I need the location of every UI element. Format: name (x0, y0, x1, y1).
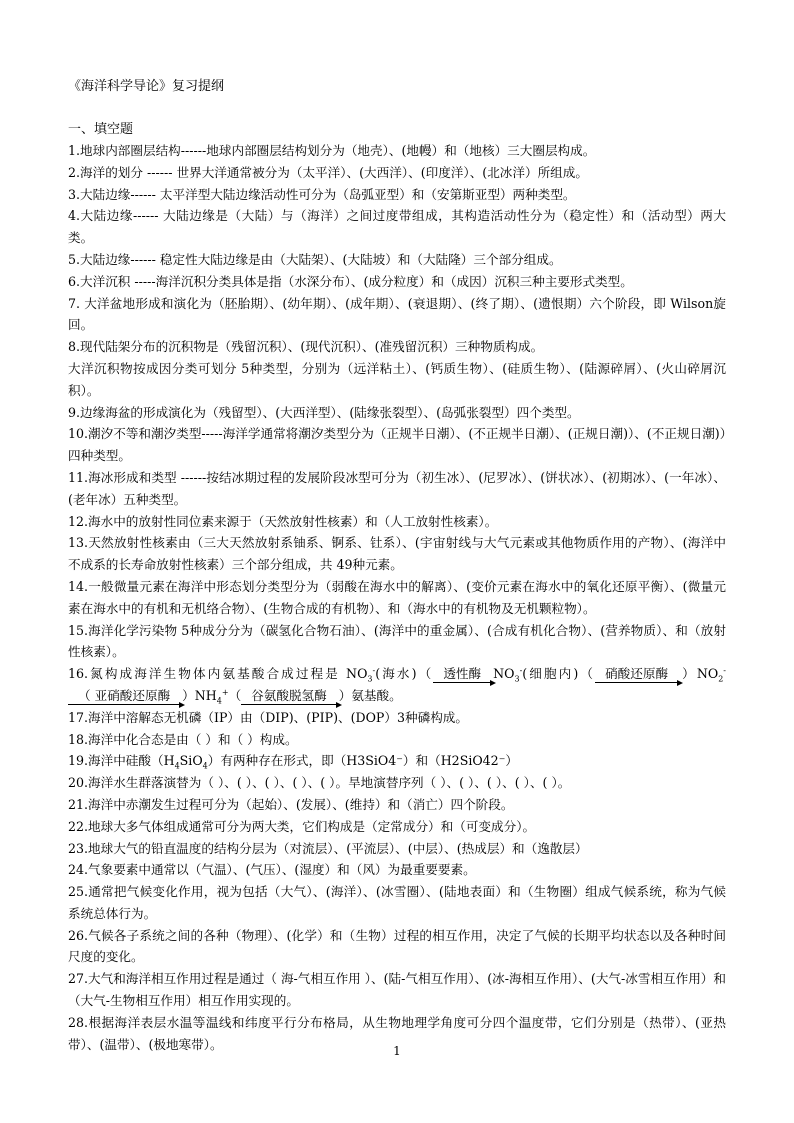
question-item-silicic-acid (68, 750, 726, 772)
question-item: 17.海洋中溶解态无机磷（IP）由（DIP)、(PIP)、(DOP）3种磷构成。 (68, 709, 468, 725)
text-segment: NO (493, 666, 515, 682)
enzyme-arrow-nitrate-reductase (595, 666, 678, 683)
text-segment: ）NH (182, 687, 217, 703)
question-item: 5.大陆边缘------ 稳定性大陆边缘是由（大陆架）、(大陆坡）和（大陆隆）三个部分组成。 (68, 251, 562, 267)
superscript: - (372, 665, 376, 675)
text-segment: ）有两种存在形式，即（H3SiO4⁻）和（H2SiO42⁻） (207, 753, 518, 769)
question-item: 3.大陆边缘------ 太平洋型大陆边缘活动性可分为（岛弧亚型）和（安第斯亚型）两种类型。 (68, 186, 576, 202)
question-item: 大洋沉积物按成因分类可划分 5种类型，分别为（远洋粘土）、(钙质生物）、(硅质生物）、(陆源碎屑）、(火山碎屑沉积）。 (68, 360, 726, 398)
question-item: 15.海洋化学污染物 5种成分分为（碳氢化合物石油）、(海洋中的重金属）、(合成有机化合物）、(营养物质）、和（放射性核素）。 (68, 622, 726, 660)
enzyme-arrow-glutamate-dehydrogenase (241, 688, 337, 705)
enzyme-arrow-permease (433, 666, 491, 683)
question-item: 27.大气和海洋相互作用过程是通过（ 海-气相互作用 ）、(陆-气相互作用）、(冰-海相互作用）、(大气-冰雪相互作用）和（大气-生物相互作用）相互作用实现的。 (68, 971, 726, 1009)
text-segment: 19.海洋中硅酸（H (68, 753, 175, 769)
section-title: 一、填空题 (68, 122, 134, 137)
question-item: 25.通常把气候变化作用，视为包括（大气）、(海洋）、(冰雪圈）、(陆地表面）和（生物圈）组成气候系统，称为气候系统总体行为。 (68, 884, 726, 921)
enzyme-label: 透性酶 (443, 666, 482, 682)
question-item: 7. 大洋盆地形成和演化为（胚胎期）、(幼年期）、(成年期）、(衰退期）、(终了期）、(遗恨期）六个阶段，即 Wilson旋回。 (68, 295, 726, 333)
question-item: 14.一般微量元素在海洋中形态划分类型分为（弱酸在海水中的解离）、(变价元素在海水中的氧化还原平衡）、(微量元素在海水中的有机和无机络合物）、(生物合成的有机物）、和（海水中的有机物及无机颗粒物）。 (68, 578, 726, 616)
question-item: 1.地球内部圈层结构------地球内部圈层结构划分为（地壳）、(地幔）和（地核）三大圈层构成。 (68, 143, 596, 158)
enzyme-arrow-nitrite-reductase (68, 688, 180, 705)
question-item: 11.海冰形成和类型 ------按结冰期过程的发展阶段冰型可分为（初生冰）、(尼罗冰）、(饼状冰）、(初期冰）、(一年冰）、(老年冰）五种类型。 (68, 469, 726, 507)
question-list (68, 140, 726, 1055)
question-item: 8.现代陆架分布的沉积物是（残留沉积）、(现代沉积）、(准残留沉积）三种物质构成。 (68, 339, 544, 355)
question-item: 2.海洋的划分 ------ 世界大洋通常被分为（太平洋）、(大西洋）、(印度洋）、(北冰洋）所组成。 (68, 164, 588, 180)
question-item: 22.地球大多气体组成通常可分为两大类，它们构成是（定常成分）和（可变成分）。 (68, 818, 536, 834)
document-title: 《海洋科学导论》复习提纲 (68, 79, 225, 94)
text-segment: ）氨基酸。 (338, 687, 402, 703)
question-item: 9.边缘海盆的形成演化为（残留型）、(大西洋型）、(陆缘张裂型）、(岛弧张裂型）四个类型。 (68, 404, 580, 420)
text-segment: （ (228, 687, 242, 703)
text-segment: (海水)（ (375, 666, 434, 682)
text-segment: ）NO (680, 666, 719, 682)
enzyme-label: （ 亚硝酸还原酶 (78, 687, 171, 703)
question-item: 4.大陆边缘------ 大陆边缘是（大陆）与（海洋）之间过度带组成，其构造活动性分为（稳定性）和（活动型）两大类。 (68, 208, 726, 246)
question-item: 18.海洋中化合态是由（ ）和（ ）构成。 (68, 731, 298, 747)
question-item: 13.天然放射性核素由（三大天然放射系铀系、锕系、钍系）、(宇宙射线与大气元素或其他物质作用的产物）、(海洋中不成系的长寿命放射性核素）三个部分组成，共 49种元素。 (68, 535, 726, 573)
question-item-nitrogen-pathway (68, 663, 726, 707)
enzyme-label: 硝酸还原酶 (605, 666, 669, 682)
question-item: 12.海水中的放射性同位素来源于（天然放射性核素）和（人工放射性核素）。 (68, 513, 498, 529)
page-number: 1 (393, 1044, 401, 1058)
subscript: 4 (174, 761, 180, 771)
question-item: 20.海洋水生群落演替为（ ）、( ）、( ）、( ）、( ）。旱地演替序列（ ）、( ）、( ）、( ）、( ）。 (68, 775, 571, 791)
question-item: 23.地球大气的铅直温度的结构分层为（对流层）、(平流层）、(中层）、(热成层）和（逸散层） (68, 840, 588, 856)
subscript: 4 (216, 696, 222, 706)
subscript: 3 (367, 674, 373, 684)
enzyme-label: 谷氨酸脱氢酶 (251, 687, 327, 703)
question-item: 6.大洋沉积 -----海洋沉积分类具体是指（水深分布）、(成分粒度）和（成因）沉积三种主要形式类型。 (68, 273, 633, 289)
text-segment: 16.氮构成海洋生物体内氨基酸合成过程是 NO (68, 666, 368, 682)
superscript: - (723, 665, 726, 675)
subscript: 3 (514, 674, 520, 684)
question-item: 26.气候各子系统之间的各种（物理）、(化学）和（生物）过程的相互作用，决定了气候的长期平均状态以及各种时间尺度的变化。 (68, 927, 726, 965)
text-segment: SiO (179, 753, 203, 769)
question-item: 28.根据海洋表层水温等温线和纬度平行分布格局，从生物地理学角度可分四个温度带，它们分别是（热带）、(亚热带）、(温带）、(极地寒带）。 (68, 1014, 726, 1052)
question-item: 24.气象要素中通常以（气温）、(气压）、(湿度）和（风）为最重要要素。 (68, 862, 476, 878)
superscript: - (519, 665, 523, 675)
text-segment: (细胞内)（ (522, 666, 596, 682)
subscript: 4 (202, 761, 208, 771)
subscript: 2 (718, 674, 724, 684)
question-item: 10.潮汐不等和潮汐类型-----海洋学通常将潮汐类型分为（正规半日潮）、(不正规半日潮）、(正规日潮)）、(不正规日潮)）四种类型。 (68, 426, 726, 464)
superscript: + (221, 687, 229, 697)
question-item: 21.海洋中赤潮发生过程可分为（起始）、(发展）、(维持）和（消亡）四个阶段。 (68, 796, 514, 812)
